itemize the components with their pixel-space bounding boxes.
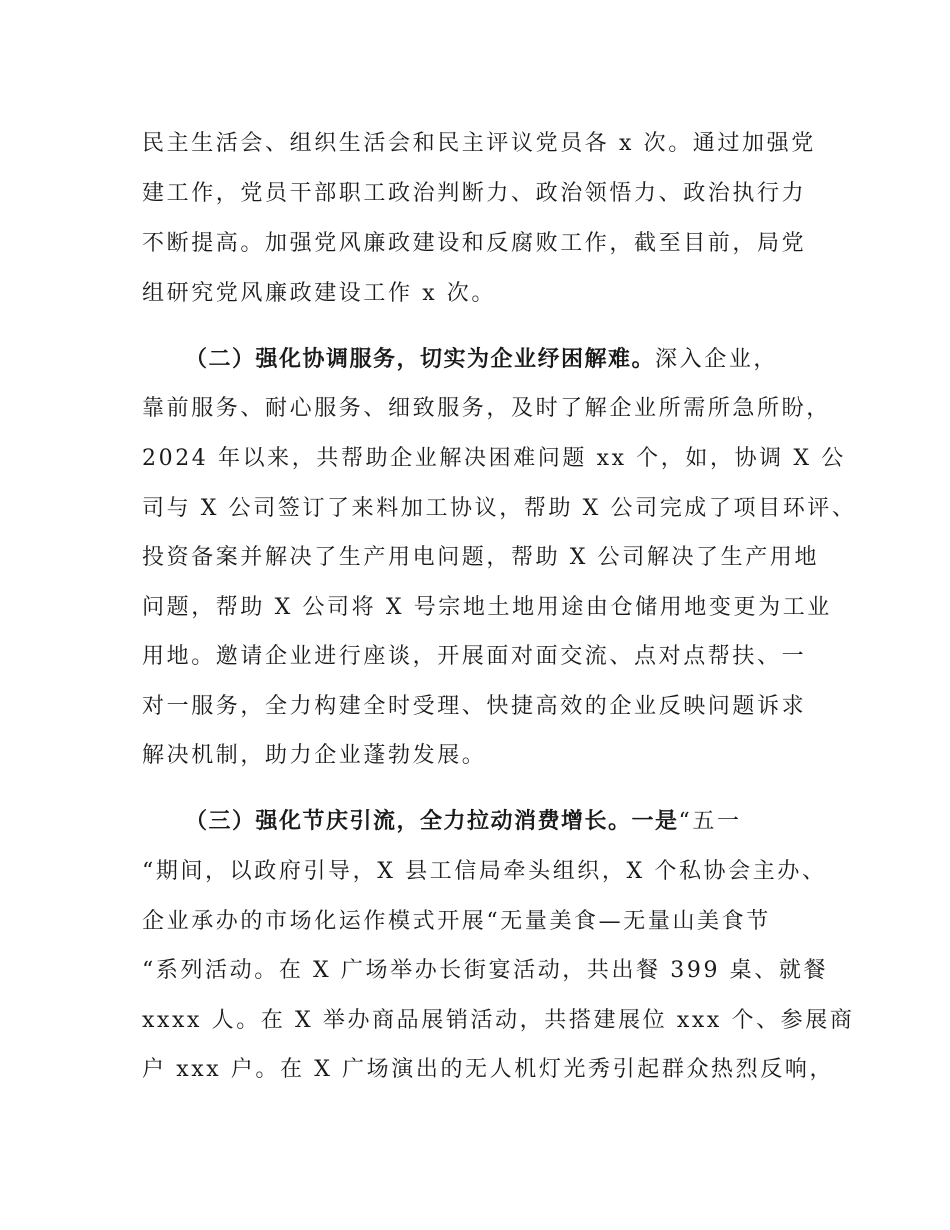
paragraph-line: 解决机制，助力企业蓬勃发展。 bbox=[142, 743, 487, 768]
paragraph-line: “期间，以政府引导，X 县工信局牵头组织，X 个私协会主办、 bbox=[142, 859, 827, 884]
paragraph-line: 投资备案并解决了生产用电问题，帮助 X 公司解决了生产用地 bbox=[142, 545, 820, 570]
paragraph-line: 不断提高。加强党风廉政建设和反腐败工作，截至目前，局党 bbox=[142, 231, 807, 256]
paragraph-line: xxxx 人。在 X 举办商品展销活动，共搭建展位 xxx 个、参展商 bbox=[142, 1008, 855, 1033]
paragraph-line: “系列活动。在 X 广场举办长街宴活动，共出餐 399 桌、就餐 bbox=[142, 958, 829, 983]
section-2-first-line-rest: 深入企业， bbox=[655, 347, 779, 372]
paragraph-line: 建工作，党员干部职工政治判断力、政治领悟力、政治执行力 bbox=[142, 181, 807, 206]
paragraph-line: 对一服务，全力构建全时受理、快捷高效的企业反映问题诉求 bbox=[142, 694, 807, 719]
paragraph-line: 组研究党风廉政建设工作 x 次。 bbox=[142, 281, 496, 306]
paragraph-line: 靠前服务、耐心服务、细致服务，及时了解企业所需所急所盼， bbox=[142, 396, 831, 421]
section-3-first-line-rest: “五一 bbox=[678, 809, 742, 834]
section-2-first-line bbox=[185, 343, 835, 377]
section-3-first-line bbox=[185, 805, 835, 839]
paragraph-line: 户 xxx 户。在 X 广场演出的无人机灯光秀引起群众热烈反响， bbox=[142, 1057, 835, 1082]
section-2-heading: （二）强化协调服务，切实为企业纾困解难。 bbox=[185, 347, 656, 372]
section-3-lead: 一是 bbox=[631, 809, 679, 834]
paragraph-line: 民主生活会、组织生活会和民主评议党员各 x 次。通过加强党 bbox=[142, 131, 816, 156]
section-3-heading: （三）强化节庆引流，全力拉动消费增长。 bbox=[185, 809, 632, 834]
paragraph-line: 企业承办的市场化运作模式开展“无量美食—无量山美食节 bbox=[142, 909, 771, 934]
paragraph-line: 司与 X 公司签订了来料加工协议，帮助 X 公司完成了项目环评、 bbox=[142, 496, 857, 521]
paragraph-line: 2024 年以来，共帮助企业解决困难问题 xx 个，如，协调 X 公 bbox=[142, 446, 846, 471]
paragraph-line: 用地。邀请企业进行座谈，开展面对面交流、点对点帮扶、一 bbox=[142, 644, 807, 669]
paragraph-line: 问题，帮助 X 公司将 X 号宗地土地用途由仓储用地变更为工业 bbox=[142, 595, 832, 620]
